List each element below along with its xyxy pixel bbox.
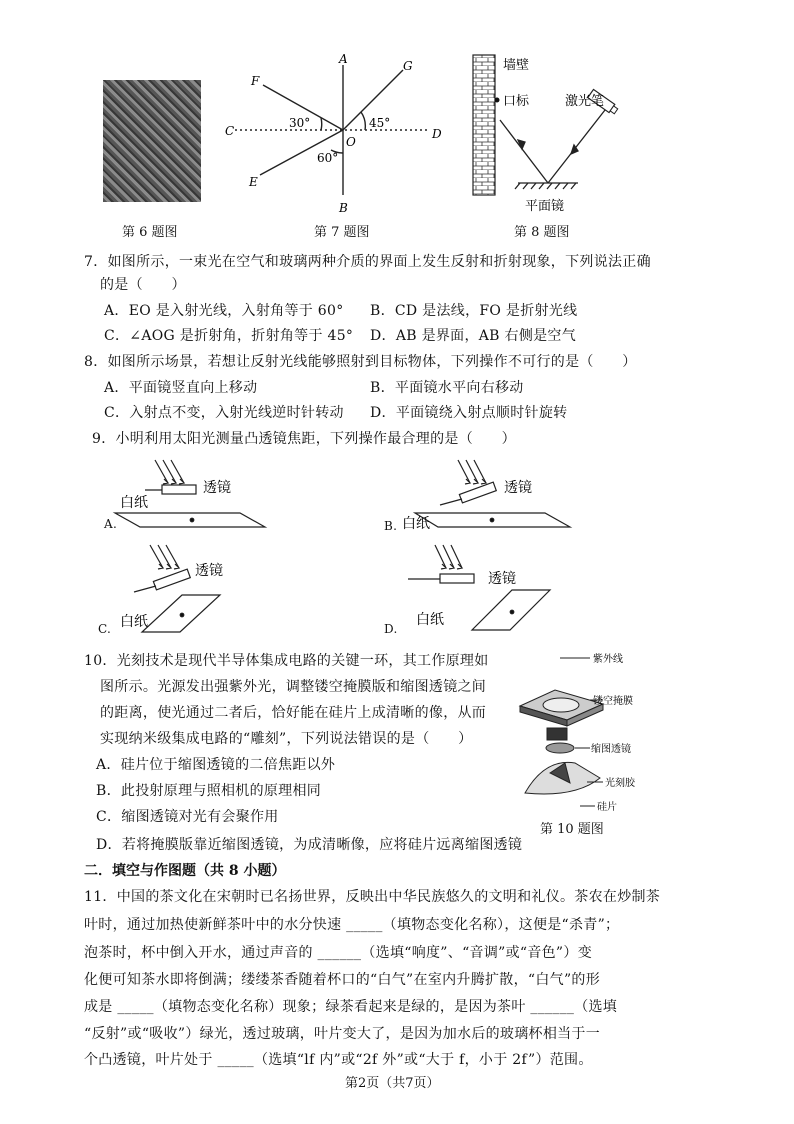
q11-line5: 成是 _____（填物态变化名称）现象；绿茶看起来是绿的，是因为茶叶 ______（选填	[84, 999, 618, 1015]
svg-text:透镜: 透镜	[488, 571, 516, 587]
angle-45: 45°	[369, 116, 391, 130]
label-C: C	[225, 124, 235, 138]
q10-stem-line4: 实现纳米级集成电路的“雕刻”，下列说法错误的是（ ）	[100, 731, 473, 747]
q9-label-a[interactable]: A.	[104, 517, 118, 531]
q7-option-c: C．∠AOG 是折射角，折射角等于 45°	[104, 328, 354, 344]
q7-option-d: D．AB 是界面，AB 右侧是空气	[370, 328, 577, 344]
svg-text:紫外线: 紫外线	[593, 654, 623, 665]
label-B: B	[339, 201, 348, 215]
angle-30: 30°	[289, 116, 311, 130]
svg-text:白纸: 白纸	[402, 516, 430, 532]
label-E: E	[249, 175, 258, 189]
q9-fig-d	[380, 540, 640, 635]
q10-option-b: B．此投射原理与照相机的原理相同	[96, 783, 322, 799]
q11-line7: 个凸透镜，叶片处于 _____（选填“lf 内”或“2f 外”或“大于 f，小于 2f”）范围。	[84, 1052, 593, 1068]
svg-text:白纸: 白纸	[120, 495, 148, 511]
fig6-photo	[103, 80, 201, 202]
svg-text:镂空掩膜: 镂空掩膜	[593, 696, 633, 707]
label-O: O	[346, 135, 356, 149]
q11-line3: 泡茶时，杯中倒入开水，通过声音的 ______（选填“响度”、“音调”或“音色”）变	[84, 945, 592, 961]
fig7-caption: 第 7 题图	[314, 225, 370, 240]
angle-60: 60°	[317, 151, 339, 165]
svg-text:硅片: 硅片	[597, 802, 617, 813]
label-D: D	[432, 127, 442, 141]
fig10-diagram	[505, 648, 655, 818]
wall	[473, 55, 495, 195]
q9-stem: 9．小明利用太阳光测量凸透镜焦距，下列操作最合理的是（ ）	[92, 431, 516, 447]
q9-fig-c	[100, 540, 360, 635]
q10-option-a: A．硅片位于缩图透镜的二倍焦距以外	[96, 757, 336, 773]
q11-line2: 叶时，通过加热使新鲜茶叶中的水分快速 _____（填物态变化名称），这便是“杀青”；	[84, 917, 620, 933]
svg-text:光刻胶: 光刻胶	[605, 778, 635, 789]
q10-option-c: C．缩图透镜对光有会聚作用	[96, 809, 279, 825]
q11-line4: 化便可知茶水即将倒满；缕缕茶香随着杯口的“白气”在室内升腾扩散，“白气”的形	[84, 972, 601, 988]
q11-line6: “反射”或“吸收”）绿光，透过玻璃，叶片变大了，是因为加水后的玻璃杯相当于一	[84, 1026, 601, 1042]
target-dot	[495, 98, 500, 103]
fig7-diagram	[225, 50, 455, 220]
incident-ray	[548, 110, 605, 183]
fig8-caption: 第 8 题图	[514, 225, 570, 240]
mirror-label: 平面镜	[525, 199, 565, 214]
target-label: 口标	[503, 94, 530, 109]
q9-label-d[interactable]: D.	[384, 622, 398, 636]
svg-text:透镜: 透镜	[195, 563, 223, 579]
fig6-caption: 第 6 题图	[122, 225, 178, 240]
svg-text:缩图透镜: 缩图透镜	[591, 744, 631, 755]
q7-stem-line2: 的是（ ）	[100, 277, 186, 293]
fig8-diagram	[470, 50, 640, 215]
q8-stem: 8．如图所示场景，若想让反射光线能够照射到目标物体，下列操作不可行的是（ ）	[84, 354, 637, 370]
q11-line1: 11．中国的茶文化在宋朝时已名扬世界，反映出中华民族悠久的文明和礼仪。茶农在炒制茶	[84, 889, 661, 905]
svg-text:透镜: 透镜	[203, 480, 231, 496]
q10-stem-line1: 10．光刻技术是现代半导体集成电路的关键一环，其工作原理如	[84, 653, 489, 669]
q8-option-b: B．平面镜水平向右移动	[370, 380, 524, 396]
q9-fig-a	[100, 455, 360, 540]
q10-stem-line3: 的距离，使光通过二者后，恰好能在硅片上成清晰的像，从而	[100, 705, 487, 721]
q9-fig-b	[380, 455, 640, 540]
q10-option-d: D．若将掩膜版靠近缩图透镜，为成清晰像，应将硅片远离缩图透镜	[96, 837, 523, 853]
wall-label: 墙壁	[503, 58, 530, 73]
label-A: A	[339, 52, 348, 66]
label-G: G	[403, 59, 413, 73]
q9-label-c[interactable]: C.	[98, 622, 112, 636]
q8-option-c: C．入射点不变，入射光线逆时针转动	[104, 405, 344, 421]
q8-option-d: D．平面镜绕入射点顺时针旋转	[370, 405, 568, 421]
page-footer: 第2页（共7页）	[345, 1076, 440, 1091]
laser-label: 激光笔	[565, 94, 605, 109]
q9-label-b[interactable]: B.	[384, 519, 398, 533]
q7-stem-line1: 7．如图所示，一束光在空气和玻璃两种介质的界面上发生反射和折射现象，下列说法正确	[84, 254, 651, 270]
q8-option-a: A．平面镜竖直向上移动	[104, 380, 258, 396]
label-F: F	[251, 74, 260, 88]
reflected-ray	[500, 120, 548, 183]
svg-text:白纸: 白纸	[120, 614, 148, 630]
fig10-caption: 第 10 题图	[540, 822, 604, 837]
q7-option-b: B．CD 是法线，FO 是折射光线	[370, 303, 578, 319]
svg-text:透镜: 透镜	[504, 480, 532, 496]
q10-stem-line2: 图所示。光源发出强紫外光，调整镂空掩膜版和缩图透镜之间	[100, 679, 487, 695]
q7-option-a: A．EO 是入射光线，入射角等于 60°	[104, 303, 344, 319]
section-title: 二．填空与作图题（共 8 小题）	[84, 863, 286, 879]
svg-text:白纸: 白纸	[416, 612, 444, 628]
